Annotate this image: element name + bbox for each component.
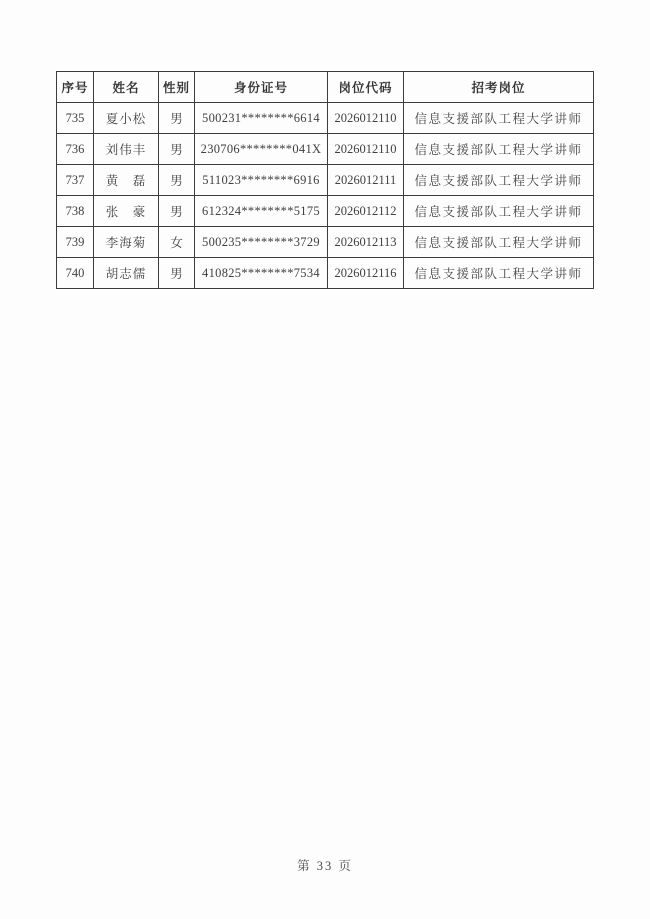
cell-gender: 男 bbox=[159, 258, 195, 289]
cell-position-code: 2026012110 bbox=[328, 134, 404, 165]
cell-position-code: 2026012112 bbox=[328, 196, 404, 227]
table-row bbox=[57, 196, 594, 227]
table-body bbox=[57, 103, 594, 289]
cell-serial: 739 bbox=[57, 227, 94, 258]
header-id-number: 身份证号 bbox=[195, 72, 328, 103]
cell-gender: 男 bbox=[159, 165, 195, 196]
cell-serial: 735 bbox=[57, 103, 94, 134]
table-row bbox=[57, 258, 594, 289]
cell-position: 信息支援部队工程大学讲师 bbox=[404, 227, 594, 258]
cell-position-code: 2026012110 bbox=[328, 103, 404, 134]
cell-position: 信息支援部队工程大学讲师 bbox=[404, 103, 594, 134]
cell-id-number: 500231********6614 bbox=[195, 103, 328, 134]
cell-position: 信息支援部队工程大学讲师 bbox=[404, 196, 594, 227]
cell-gender: 男 bbox=[159, 196, 195, 227]
header-position-code: 岗位代码 bbox=[328, 72, 404, 103]
header-position: 招考岗位 bbox=[404, 72, 594, 103]
cell-serial: 736 bbox=[57, 134, 94, 165]
roster-table bbox=[56, 71, 594, 289]
cell-position-code: 2026012111 bbox=[328, 165, 404, 196]
table-row bbox=[57, 165, 594, 196]
cell-gender: 女 bbox=[159, 227, 195, 258]
cell-name: 夏小松 bbox=[94, 103, 159, 134]
cell-id-number: 511023********6916 bbox=[195, 165, 328, 196]
cell-id-number: 230706********041X bbox=[195, 134, 328, 165]
header-gender: 性别 bbox=[159, 72, 195, 103]
page-number: 第 33 页 bbox=[297, 859, 353, 873]
cell-gender: 男 bbox=[159, 103, 195, 134]
cell-id-number: 612324********5175 bbox=[195, 196, 328, 227]
table-row bbox=[57, 227, 594, 258]
cell-id-number: 500235********3729 bbox=[195, 227, 328, 258]
cell-position: 信息支援部队工程大学讲师 bbox=[404, 165, 594, 196]
header-name: 姓名 bbox=[94, 72, 159, 103]
header-row bbox=[57, 72, 594, 103]
cell-gender: 男 bbox=[159, 134, 195, 165]
table-row bbox=[57, 103, 594, 134]
table-header bbox=[57, 72, 594, 103]
table-row bbox=[57, 134, 594, 165]
cell-name: 李海菊 bbox=[94, 227, 159, 258]
cell-id-number: 410825********7534 bbox=[195, 258, 328, 289]
cell-serial: 738 bbox=[57, 196, 94, 227]
cell-position-code: 2026012113 bbox=[328, 227, 404, 258]
cell-name: 刘伟丰 bbox=[94, 134, 159, 165]
cell-serial: 737 bbox=[57, 165, 94, 196]
cell-name: 黄 磊 bbox=[94, 165, 159, 196]
header-serial: 序号 bbox=[57, 72, 94, 103]
cell-serial: 740 bbox=[57, 258, 94, 289]
cell-name: 胡志儒 bbox=[94, 258, 159, 289]
cell-position-code: 2026012116 bbox=[328, 258, 404, 289]
cell-position: 信息支援部队工程大学讲师 bbox=[404, 258, 594, 289]
cell-position: 信息支援部队工程大学讲师 bbox=[404, 134, 594, 165]
cell-name: 张 豪 bbox=[94, 196, 159, 227]
